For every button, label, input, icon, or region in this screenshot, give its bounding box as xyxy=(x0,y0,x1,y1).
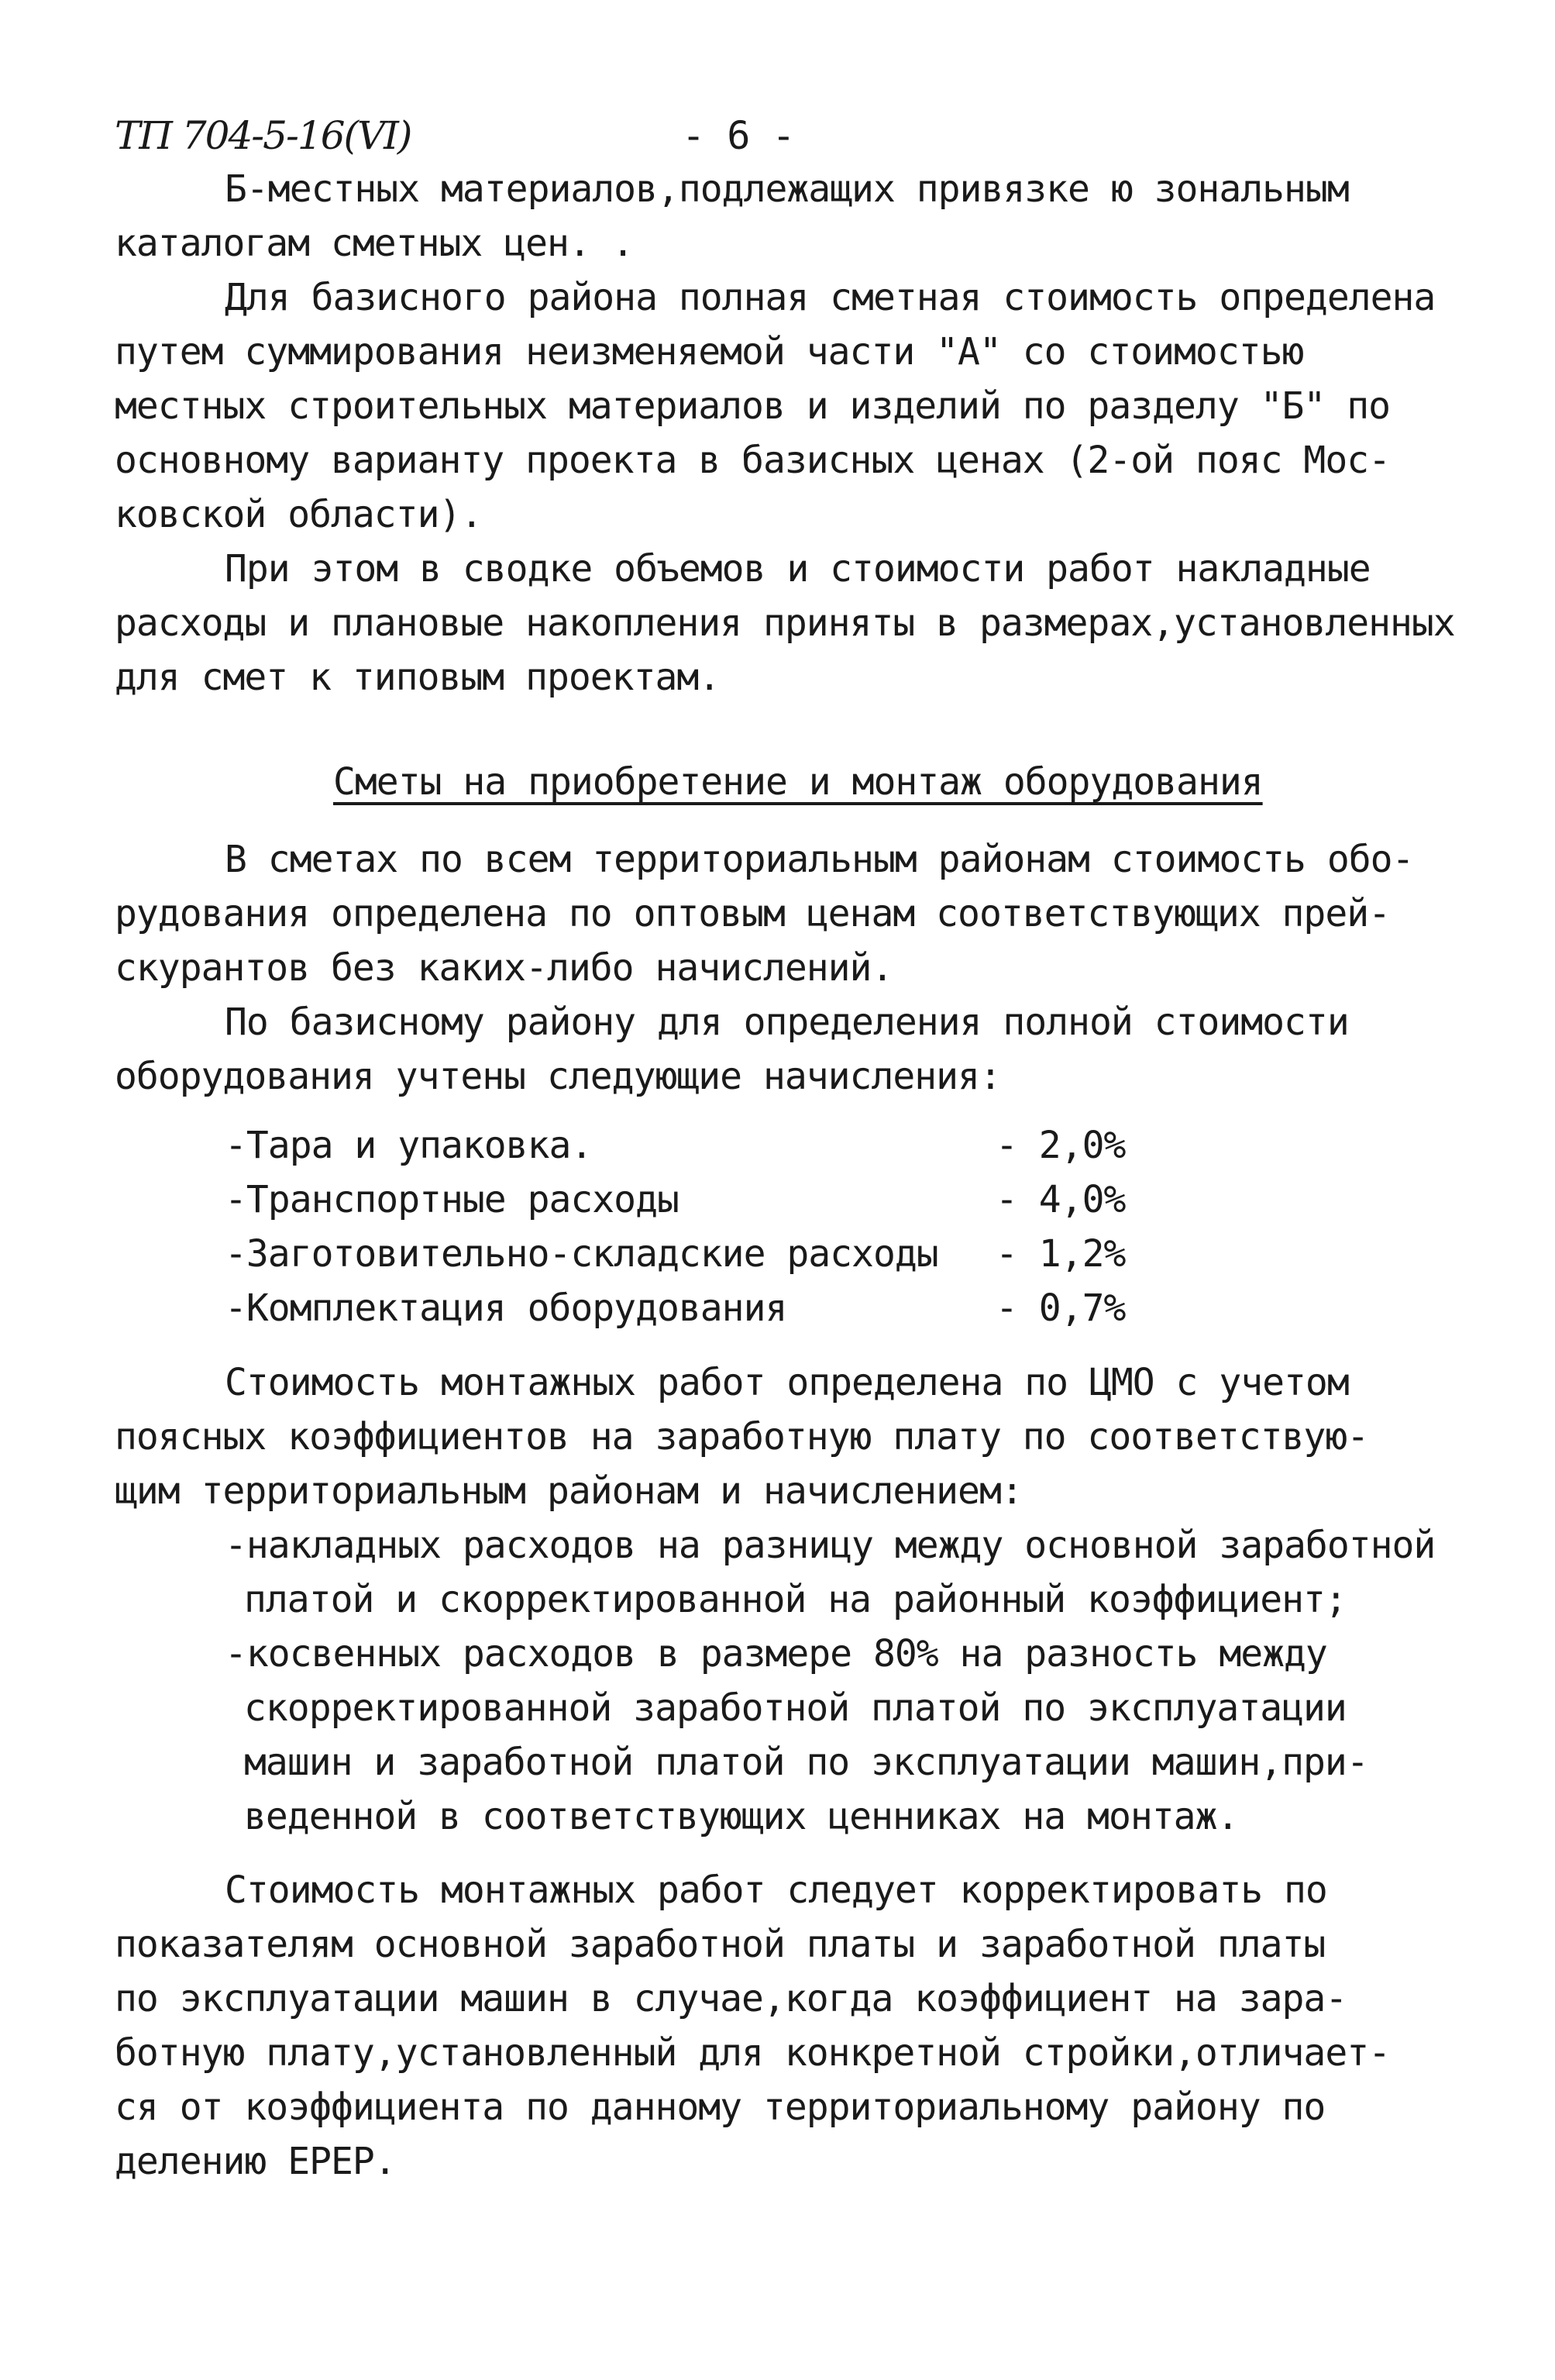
text-line: машин и заработной платой по эксплуатации машин,при- xyxy=(244,1741,1368,1784)
text-line: делению ЕРЕР. xyxy=(115,2140,396,2183)
text-line: щим территориальным районам и начислением: xyxy=(115,1469,1023,1513)
page-number: - 6 - xyxy=(682,113,795,158)
text-line: показателям основной заработной платы и заработной платы xyxy=(115,1923,1326,1966)
text-line: расходы и плановые накопления приняты в размерах,установленных xyxy=(115,601,1455,645)
text-line: Для базисного района полная сметная стоимость определена xyxy=(225,276,1436,319)
text-line: оборудования учтены следующие начисления: xyxy=(115,1055,1001,1098)
text-line: -накладных расходов на разницу между основной заработной xyxy=(225,1524,1436,1567)
text-line: ся от коэффициента по данному территориальному району по xyxy=(115,2086,1326,2129)
charge-label: -Комплектация оборудования xyxy=(225,1286,787,1330)
charge-label: -Транспортные расходы xyxy=(225,1178,679,1221)
text-line: Стоимость монтажных работ следует корректировать по xyxy=(225,1869,1327,1912)
text-line: Б-местных материалов,подлежащих привязке ю зональным xyxy=(225,167,1349,211)
text-line: В сметах по всем территориальным районам стоимость обо- xyxy=(225,838,1414,881)
text-line: По базисному району для определения полной стоимости xyxy=(225,1001,1349,1044)
text-line: рудования определена по оптовым ценам соответствующих прей- xyxy=(115,892,1391,935)
text-line: -косвенных расходов в размере 80% на разность между xyxy=(225,1632,1327,1676)
text-line: путем суммирования неизменяемой части "А" со стоимостью xyxy=(115,330,1304,374)
text-line: скорректированной заработной платой по эксплуатации xyxy=(244,1686,1347,1730)
text-line: ботную плату,установленный для конкретной стройки,отличает- xyxy=(115,2031,1391,2075)
document-code: ТП 704-5-16(VI) xyxy=(115,113,411,158)
charge-value: - 4,0% xyxy=(996,1178,1126,1221)
text-line: При этом в сводке объемов и стоимости работ накладные xyxy=(225,547,1371,591)
text-line: каталогам сметных цен. . xyxy=(115,222,634,265)
charge-value: - 0,7% xyxy=(996,1286,1126,1330)
text-line: платой и скорректированной на районный коэффициент; xyxy=(244,1578,1347,1621)
charge-label: -Тара и упаковка. xyxy=(225,1124,593,1167)
text-line: Стоимость монтажных работ определена по ЦМО с учетом xyxy=(225,1361,1349,1404)
text-line: местных строительных материалов и изделий по разделу "Б" по xyxy=(115,384,1391,428)
text-line: веденной в соответствующих ценниках на монтаж. xyxy=(244,1795,1239,1838)
charge-label: -Заготовительно-складские расходы xyxy=(225,1232,938,1276)
text-line: ковской области). xyxy=(115,493,483,536)
section-heading: Сметы на приобретение и монтаж оборудования xyxy=(333,760,1263,804)
text-line: скурантов без каких-либо начислений. xyxy=(115,946,893,990)
charge-value: - 2,0% xyxy=(996,1124,1126,1167)
text-line: по эксплуатации машин в случае,когда коэффициент на зара- xyxy=(115,1977,1347,2020)
text-line: основному варианту проекта в базисных ценах (2-ой пояс Мос- xyxy=(115,439,1391,482)
text-line: поясных коэффициентов на заработную плату по соответствую- xyxy=(115,1415,1369,1459)
text-line: для смет к типовым проектам. xyxy=(115,656,721,699)
charge-value: - 1,2% xyxy=(996,1232,1126,1276)
